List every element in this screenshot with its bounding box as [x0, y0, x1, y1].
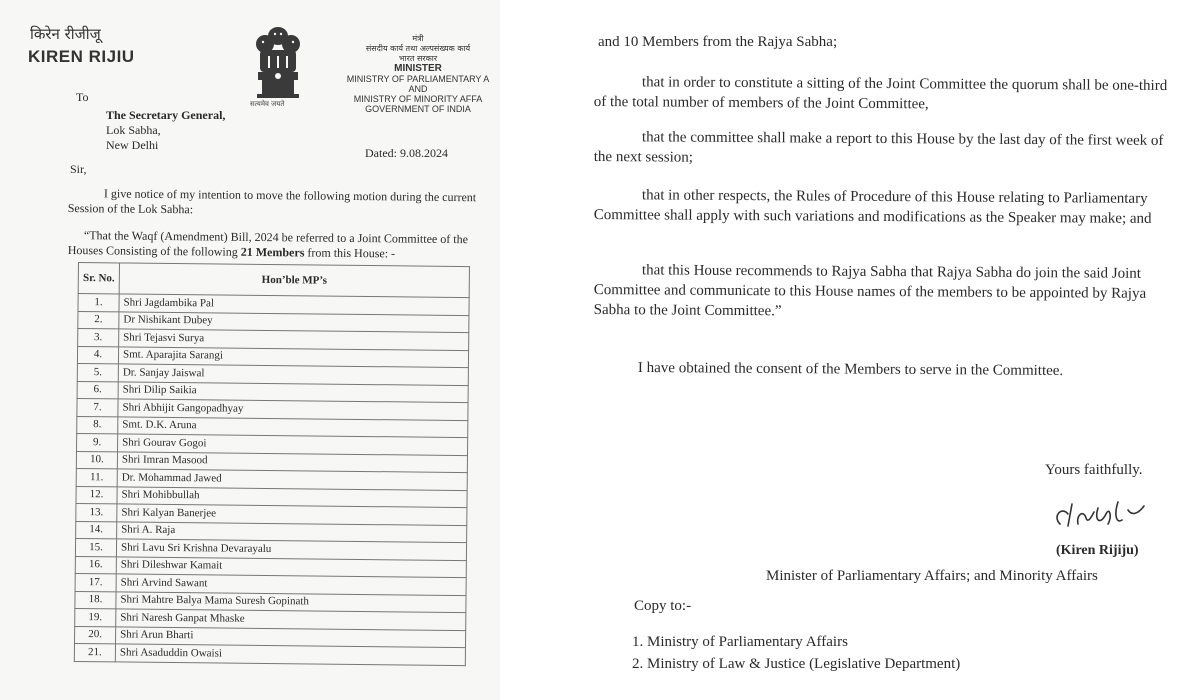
column-header-name: Hon’ble MP’s [119, 263, 469, 298]
member-name: Shri Abhijit Gangopadhyay [118, 399, 468, 420]
to-label: To [76, 90, 89, 104]
closing-yours-faithfully: Yours faithfully. [1045, 462, 1143, 478]
rajya-sabha-members-line: and 10 Members from the Rajya Sabha; [598, 34, 838, 50]
motion-paragraph [68, 228, 478, 262]
member-name: Shri Mohibbullah [117, 486, 467, 507]
rajya-sabha-paragraph: that this House recommends to Rajya Sabha that Rajya Sabha do join the said Joint Committee and communicate to this House names of the members to be appointed by Rajya Sabha to the Joint Committee.” [593, 262, 1147, 320]
member-name: Smt. Aparajita Sarangi [118, 346, 468, 367]
table-row [74, 643, 465, 665]
member-sr-no: 14. [76, 521, 117, 539]
member-sr-no: 8. [77, 416, 118, 434]
copy-to-item: 1. Ministry of Parliamentary Affairs [632, 634, 848, 650]
member-name: Shri Imran Masood [117, 451, 467, 472]
title-en-2: MINISTRY OF PARLIAMENTARY A [346, 74, 490, 84]
member-sr-no: 15. [75, 538, 116, 556]
member-name: Shri Tejasvi Surya [119, 329, 469, 350]
members-table-body [74, 294, 469, 666]
member-name: Shri Dileshwar Kamait [116, 556, 466, 577]
title-hindi-3: भारत सरकार [398, 54, 438, 63]
salutation: Sir, [70, 162, 87, 176]
member-sr-no: 4. [77, 346, 118, 364]
member-name: Dr. Mohammad Jawed [117, 469, 467, 490]
table-header-row [78, 263, 469, 298]
motion-member-count: 21 Members [240, 244, 305, 260]
member-name: Dr Nishikant Dubey [119, 311, 469, 332]
title-hindi-1: मंत्री [412, 34, 424, 43]
member-sr-no: 10. [76, 451, 117, 469]
member-name: Shri A. Raja [117, 521, 467, 542]
member-sr-no: 18. [75, 591, 116, 609]
members-table [74, 262, 470, 666]
member-name: Shri Arvind Sawant [116, 574, 466, 595]
member-sr-no: 16. [75, 556, 116, 574]
signature-icon [1048, 496, 1158, 536]
member-sr-no: 7. [77, 398, 118, 416]
title-en-1: MINISTER [394, 63, 442, 74]
report-paragraph: that the committee shall make a report to this House by the last day of the first week of the next session; [593, 129, 1164, 166]
member-name: Shri Asaduddin Owaisi [115, 644, 465, 665]
member-name: Shri Naresh Ganpat Mhaske [116, 609, 466, 630]
member-sr-no: 17. [75, 573, 116, 591]
member-sr-no: 1. [78, 294, 119, 312]
emblem-motto: सत्यमेव जयते [250, 100, 285, 108]
letter-page-1 [0, 0, 500, 700]
member-name: Smt. D.K. Aruna [118, 416, 468, 437]
letter-date: Dated: 9.08.2024 [365, 146, 448, 160]
notice-paragraph: I give notice of my intention to move the following motion during the current Session of the Lok Sabha: [67, 186, 477, 217]
letter-page-2 [500, 0, 1200, 700]
member-sr-no: 20. [75, 626, 116, 644]
member-sr-no: 19. [75, 608, 116, 626]
member-name: Shri Arun Bharti [116, 626, 466, 647]
member-name: Shri Kalyan Banerjee [117, 504, 467, 525]
address-line-1: The Secretary General, [106, 108, 226, 122]
member-name: Dr. Sanjay Jaiswal [118, 364, 468, 385]
column-header-sr: Sr. No. [78, 263, 119, 294]
title-en-5: GOVERNMENT OF INDIA [365, 104, 471, 114]
consent-paragraph: I have obtained the consent of the Members to serve in the Committee. [637, 359, 1064, 379]
rules-paragraph: that in other respects, the Rules of Procedure of this House relating to Parliamentary Committee shall apply with such variations and modifications as the Speaker may make; and [593, 187, 1152, 227]
member-name: Shri Lavu Sri Krishna Devarayalu [116, 539, 466, 560]
sender-name-hindi: किरेन रीजीजू [30, 25, 101, 43]
member-name: Shri Gourav Gogoi [118, 434, 468, 455]
member-sr-no: 5. [77, 363, 118, 381]
member-sr-no: 2. [78, 311, 119, 329]
national-emblem-icon [248, 22, 308, 110]
motion-text-2: from this House: - [307, 245, 396, 261]
recipient-address [106, 108, 225, 153]
title-en-3: AND [408, 84, 428, 94]
member-sr-no: 13. [76, 503, 117, 521]
member-sr-no: 9. [77, 433, 118, 451]
member-sr-no: 12. [76, 486, 117, 504]
member-name: Shri Jagdambika Pal [119, 294, 469, 315]
motion-text-1: “That the Waqf (Amendment) Bill, 2024 be referred to a Joint Committee of the Houses Consisting of the following [67, 228, 469, 259]
quorum-paragraph: that in order to constitute a sitting of the Joint Committee the quorum shall be one-third of the total number of members of the Joint Committee, [593, 74, 1168, 113]
minister-title-block [338, 34, 498, 114]
member-sr-no: 21. [74, 643, 115, 661]
member-sr-no: 11. [76, 468, 117, 486]
title-en-4: MINISTRY OF MINORITY AFFA [353, 94, 483, 104]
copy-to-label: Copy to:- [634, 598, 692, 614]
signer-designation: Minister of Parliamentary Affairs; and Minority Affairs [766, 568, 1098, 584]
address-line-2: Lok Sabha, [106, 123, 161, 137]
address-line-3: New Delhi [106, 138, 159, 152]
sender-name-english: KIREN RIJIU [28, 47, 135, 66]
member-name: Shri Dilip Saikia [118, 381, 468, 402]
copy-to-item: 2. Ministry of Law & Justice (Legislative Department) [632, 656, 961, 672]
member-name: Shri Mahtre Balya Mama Suresh Gopinath [116, 591, 466, 612]
member-sr-no: 6. [77, 381, 118, 399]
member-sr-no: 3. [78, 329, 119, 347]
signer-name: (Kiren Rijiju) [1056, 543, 1139, 558]
title-hindi-2: संसदीय कार्य तथा अल्पसंख्यक कार्य [365, 44, 471, 53]
